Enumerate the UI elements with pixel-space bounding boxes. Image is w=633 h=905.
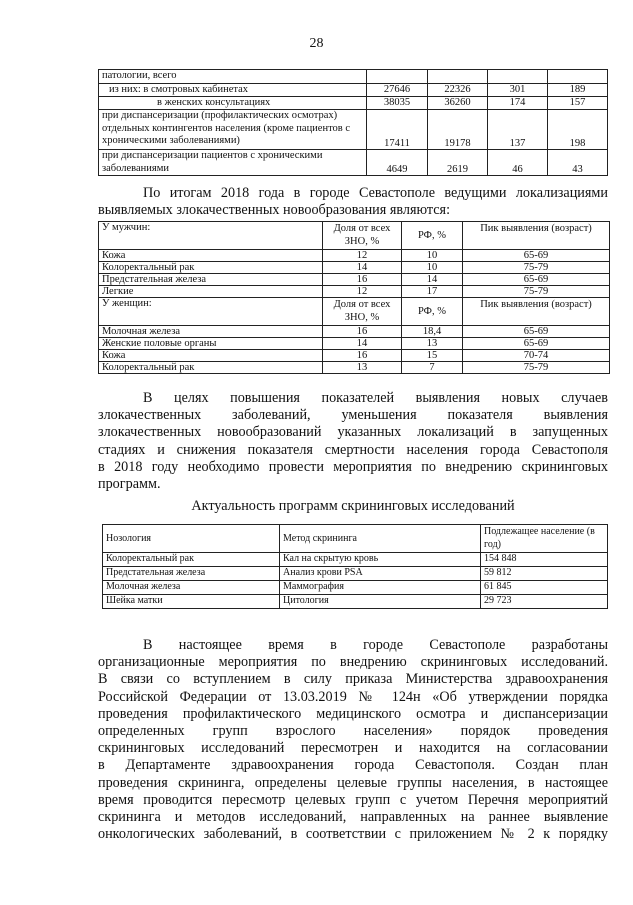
row-label: из них: в смотровых кабинетах (99, 84, 367, 97)
cell: 198 (548, 110, 608, 150)
cell (488, 70, 548, 84)
cell: 2619 (428, 150, 488, 176)
current-state-paragraph (98, 637, 608, 843)
text-line: организационные мероприятия по внедрению скрининговых исследований. (98, 654, 608, 671)
cell: 14 (323, 338, 402, 350)
table-row (99, 350, 610, 362)
text-line: в 2018 году необходимо провести мероприятия по внедрению скрининговых (98, 458, 608, 475)
cell: Предстательная железа (99, 274, 323, 286)
page-number: 28 (309, 36, 324, 51)
cell: Кожа (99, 350, 323, 362)
text-line: злокачественных заболеваний, уменьшения показателя выявления (98, 407, 608, 424)
text-line: скрининга и методов исследований, направленных на раннее выявление (98, 809, 608, 826)
cell: 65-69 (463, 338, 610, 350)
women-header: У женщин: (99, 298, 323, 326)
screening-table (102, 524, 608, 609)
cell: 15 (402, 350, 463, 362)
cell: 65-69 (463, 326, 610, 338)
intro-paragraph (98, 185, 608, 219)
cell: 16 (323, 326, 402, 338)
text-line: злокачественных новообразований указанных локализаций в запущенных (98, 424, 608, 441)
cell: 12 (323, 286, 402, 298)
cell: 12 (323, 250, 402, 262)
table-row (99, 286, 610, 298)
cell (548, 70, 608, 84)
cell: 75-79 (463, 262, 610, 274)
cell: Колоректальный рак (99, 262, 323, 274)
text-line: в Департаменте здравоохранения города Севастополя. Создан план (98, 757, 608, 774)
cell: 36260 (428, 97, 488, 110)
cell: 14 (323, 262, 402, 274)
cell: 75-79 (463, 362, 610, 374)
cell: 4649 (367, 150, 428, 176)
text-line: В целях повышения показателей выявления новых случаев (143, 390, 608, 406)
cell: Маммография (280, 581, 481, 595)
cell: 13 (402, 338, 463, 350)
cell: 59 812 (481, 567, 608, 581)
col-rf-header: РФ, % (402, 222, 463, 250)
cell: 16 (323, 350, 402, 362)
cell: 14 (402, 274, 463, 286)
cell: Анализ крови PSA (280, 567, 481, 581)
col-peak-header: Пик выявления (возраст) (463, 222, 610, 250)
screening-table-title: Актуальность программ скрининговых исследований (191, 498, 515, 514)
col-peak-header: Пик выявления (возраст) (463, 298, 610, 326)
cell: Кал на скрытую кровь (280, 553, 481, 567)
cell: 10 (402, 262, 463, 274)
cell (428, 70, 488, 84)
cell: Колоректальный рак (103, 553, 280, 567)
table-row (99, 250, 610, 262)
localization-table (98, 221, 610, 374)
table-row (99, 222, 610, 250)
cell: 301 (488, 84, 548, 97)
cell: 65-69 (463, 274, 610, 286)
cell: 137 (488, 110, 548, 150)
table-row (99, 338, 610, 350)
col-rf-header: РФ, % (402, 298, 463, 326)
text-line: проведения профилактического медицинского осмотра и диспансеризации (98, 705, 608, 722)
cell: 46 (488, 150, 548, 176)
cell: 17411 (367, 110, 428, 150)
cell: 75-79 (463, 286, 610, 298)
row-label: в женских консультациях (99, 97, 367, 110)
cell: 174 (488, 97, 548, 110)
table-row (99, 262, 610, 274)
cell: Легкие (99, 286, 323, 298)
text-line: В настоящее время в городе Севастополе разработаны (143, 637, 608, 653)
cell: 38035 (367, 97, 428, 110)
cell (367, 70, 428, 84)
cell: Цитология (280, 595, 481, 609)
cell: 65-69 (463, 250, 610, 262)
detection-stats-table (98, 69, 608, 176)
cell: 27646 (367, 84, 428, 97)
table-row (99, 150, 608, 176)
text-line: определенных групп взрослого населения» порядок проведения (98, 723, 608, 740)
cell: Колоректальный рак (99, 362, 323, 374)
table-row (99, 298, 610, 326)
table-row (103, 567, 608, 581)
cell: Шейка матки (103, 595, 280, 609)
table-row (99, 110, 608, 150)
cell: 61 845 (481, 581, 608, 595)
text-line: В связи со вступлением в силу приказа Министерства здравоохранения (98, 671, 608, 688)
table-row (99, 326, 610, 338)
text-line: программ. (98, 476, 161, 493)
cell: Женские половые органы (99, 338, 323, 350)
table-row (99, 362, 610, 374)
text-line: Российской Федерации от 13.03.2019 № 124н «Об утверждении порядка (98, 688, 608, 705)
cell: 18,4 (402, 326, 463, 338)
cell: 157 (548, 97, 608, 110)
cell: Кожа (99, 250, 323, 262)
cell: 70-74 (463, 350, 610, 362)
col-share-header: Доля от всех ЗНО, % (323, 298, 402, 326)
cell: 19178 (428, 110, 488, 150)
goals-paragraph (98, 390, 608, 493)
table-row (103, 525, 608, 553)
cell: 17 (402, 286, 463, 298)
text-line: стадиях и снижения показателя смертности населения города Севастополя (98, 441, 608, 458)
cell: 16 (323, 274, 402, 286)
cell: Предстательная железа (103, 567, 280, 581)
cell: 189 (548, 84, 608, 97)
cell: 43 (548, 150, 608, 176)
row-label: при диспансеризации пациентов с хроническими заболеваниями (99, 150, 367, 176)
cell: 10 (402, 250, 463, 262)
table-row (99, 274, 610, 286)
row-label: патологии, всего (99, 70, 367, 84)
table-row (99, 97, 608, 110)
cell: 22326 (428, 84, 488, 97)
text-line: онкологических заболеваний, в соответствии с приложением № 2 к порядку (98, 826, 608, 843)
men-header: У мужчин: (99, 222, 323, 250)
text-line: время проводится пересмотр целевых групп с учетом Перечня мероприятий (98, 791, 608, 808)
table-row (103, 553, 608, 567)
text-line: проведения скрининга, определены целевые группы населения, в настоящее (98, 774, 608, 791)
cell: Молочная железа (99, 326, 323, 338)
cell: 29 723 (481, 595, 608, 609)
table-row (99, 70, 608, 84)
text-line: По итогам 2018 года в городе Севастополе ведущими локализациями (143, 185, 608, 201)
cell: 7 (402, 362, 463, 374)
text-line: скрининговых исследований пересмотрен и находится на согласовании (98, 740, 608, 757)
population-header: Подлежащее население (в год) (481, 525, 608, 553)
method-header: Метод скрининга (280, 525, 481, 553)
cell: 13 (323, 362, 402, 374)
cell: 154 848 (481, 553, 608, 567)
table-row (103, 581, 608, 595)
table-row (103, 595, 608, 609)
col-share-header: Доля от всех ЗНО, % (323, 222, 402, 250)
nosology-header: Нозология (103, 525, 280, 553)
table-row (99, 84, 608, 97)
row-label: при диспансеризации (профилактических осмотрах) отдельных контингентов населения (кроме пациентов с хроническими заболеваниями) (99, 110, 367, 150)
text-line: выявляемых злокачественных новообразования являются: (98, 202, 451, 219)
cell: Молочная железа (103, 581, 280, 595)
